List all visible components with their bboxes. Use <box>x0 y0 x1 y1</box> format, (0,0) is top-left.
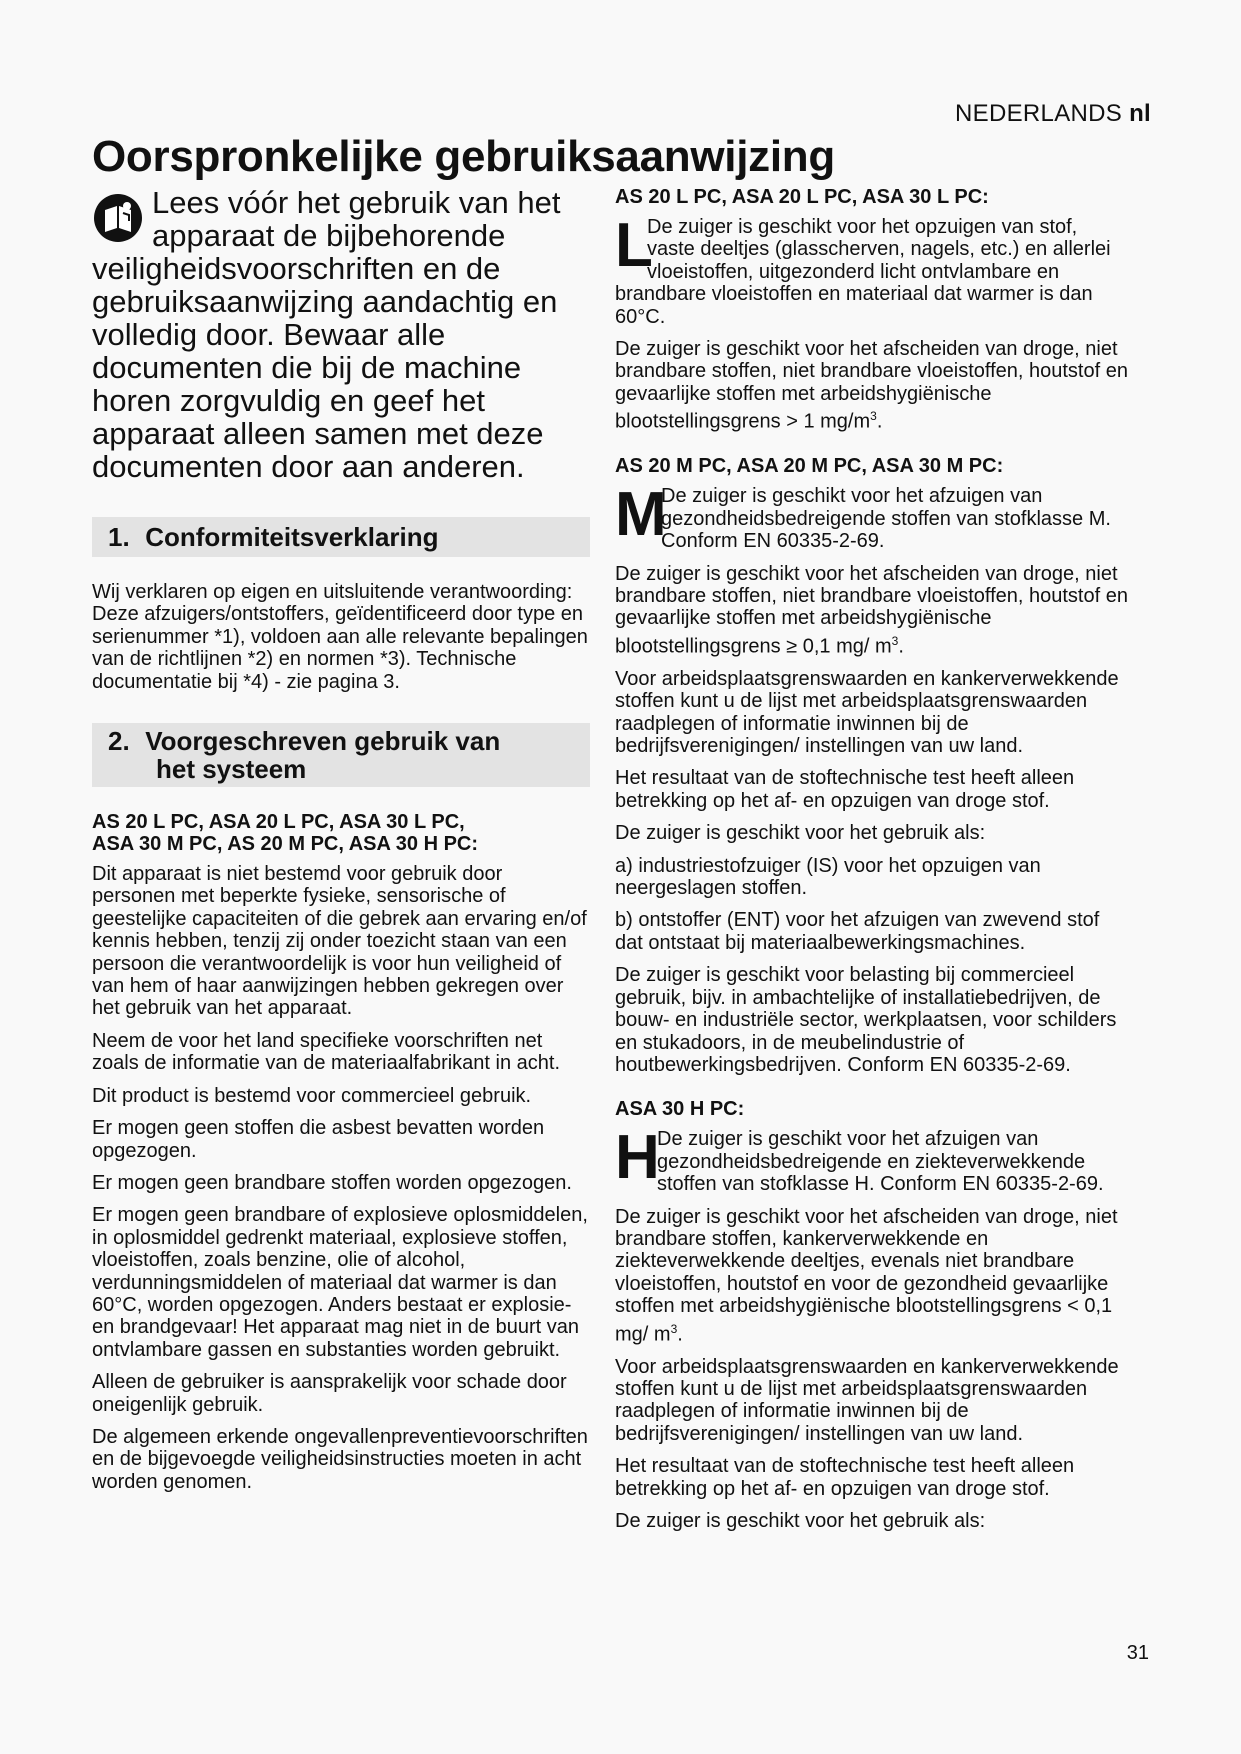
section-1-number: 1. <box>108 522 130 552</box>
section-2-paragraph: Dit apparaat is niet bestemd voor gebruik door personen met beperkte fysieke, sensorische of geestelijke capaciteiten of die gebrek aan ervaring en/of kennis hebben, tenzij zij onder toezicht staan van een persoon die verantwoordelijk is voor hun veiligheid of van hem of haar aanwijzingen hebben gekregen over het gebruik van het apparaat. <box>92 863 587 1020</box>
section-2-title-line1: Voorgeschreven gebruik van <box>145 726 501 757</box>
m-class-para7: b) ontstoffer (ENT) voor het afzuigen van zwevend stof dat ontstaat bij materiaalbewerkingsmachines. <box>615 909 1100 954</box>
h-class-heading: ASA 30 H PC: <box>615 1098 745 1121</box>
m-class-para8: De zuiger is geschikt voor belasting bij commercieel gebruik, bijv. in ambachtelijke of installatiebedrijven, de bouw- en industriële sector, werkplaatsen, voor schilders en stukadoors, in de meubelindustrie of houtbewerkingsbedrijven. Conform EN 60335-2-69. <box>615 964 1117 1076</box>
read-manual-book-icon <box>92 192 144 244</box>
section-2-paragraph: Er mogen geen stoffen die asbest bevatten worden opgezogen. <box>92 1117 545 1162</box>
intro-text: Lees vóór het gebruik van het apparaat de bijbehorende veiligheidsvoorschriften en de gebruiksaanwijzing aandachtig en volledig door. Bewaar alle documenten die bij de machine horen zorgvuldig en geef het apparaat alleen samen met deze documenten door aan anderen. <box>92 185 561 484</box>
h-class-para2 <box>615 1206 1130 1346</box>
right-column <box>615 186 1130 1542</box>
language-name: NEDERLANDS <box>955 100 1123 127</box>
dust-class-m-symbol: M <box>615 485 667 550</box>
left-column <box>92 186 590 1503</box>
m-class-intro <box>615 485 1130 552</box>
section-2-models-line1: AS 20 L PC, ASA 20 L PC, ASA 30 L PC, <box>92 811 465 834</box>
m-class-text: De zuiger is geschikt voor het afzuigen van gezondheidsbedreigende stoffen van stofklasse M. Conform EN 60335-2-69. <box>661 485 1111 553</box>
l-class-text: De zuiger is geschikt voor het opzuigen van stof, vaste deeltjes (glasscherven, nagels, etc.) en allerlei vloeistoffen, uitgezonderd licht ontvlambare en brandbare vloeistoffen en materiaal dat warmer is dan 60°C. <box>615 216 1111 328</box>
section-2-paragraph: De algemeen erkende ongevallenpreventievoorschriften en de bijgevoegde veiligheidsinstructies moeten in acht worden genomen. <box>92 1425 588 1493</box>
m-class-para2 <box>615 563 1130 658</box>
l-class-para2-text: De zuiger is geschikt voor het afscheiden van droge, niet brandbare stoffen, niet brandbare vloeistoffen, houtstof en gevaarlijke stoffen met arbeidshygiënische blootstellingsgrens > 1 mg/m <box>615 338 1128 433</box>
h-class-intro <box>615 1128 1130 1195</box>
m-class-heading: AS 20 M PC, ASA 20 M PC, ASA 30 M PC: <box>615 455 1004 478</box>
superscript: 3 <box>670 1321 678 1336</box>
section-2-models-line2: ASA 30 M PC, AS 20 M PC, ASA 30 H PC: <box>92 833 479 856</box>
l-class-heading: AS 20 L PC, ASA 20 L PC, ASA 30 L PC: <box>615 186 989 208</box>
punct: . <box>677 1323 683 1346</box>
h-class-para2-text: De zuiger is geschikt voor het afscheiden van droge, niet brandbare stoffen, kankerverwekkende en ziekteverwekkende deeltjes, evenals niet brandbare vloeistoffen, houtstof en voor de gezondheid gevaarlijke stoffen met arbeidshygiënische blootstellingsgrens < 0,1 mg/ m <box>615 1205 1118 1346</box>
m-class-para3: Voor arbeidsplaatsgrenswaarden en kankerverwekkende stoffen kunt u de lijst met arbeidsplaatsgrenswaarden raadplegen of informatie inwinnen bij de bedrijfsverenigingen/ instellingen van uw land. <box>615 667 1119 758</box>
section-2-paragraph: Alleen de gebruiker is aansprakelijk voor schade door oneigenlijk gebruik. <box>92 1371 567 1416</box>
m-class-para4: Het resultaat van de stoftechnische test heeft alleen betrekking op het af- en opzuigen van droge stof. <box>615 767 1075 812</box>
section-2-paragraph: Dit product is bestemd voor commercieel gebruik. <box>92 1084 532 1107</box>
language-code: nl <box>1129 100 1151 127</box>
dust-class-l-symbol: L <box>615 216 653 280</box>
section-2-title-line2: het systeem <box>156 754 307 785</box>
h-class-para5: De zuiger is geschikt voor het gebruik als: <box>615 1510 986 1533</box>
superscript: 3 <box>891 633 899 648</box>
section-2-number: 2. <box>108 726 130 757</box>
l-class-intro <box>615 216 1130 328</box>
section-1-body: Wij verklaren op eigen en uitsluitende verantwoording: Deze afzuigers/ontstoffers, geïdentificeerd door type en serienummer *1), voldoen aan alle relevante bepalingen van de richtlijnen *2) en normen *3). Technische documentatie bij *4) - zie pagina 3. <box>92 581 588 693</box>
m-class-para6: a) industriestofzuiger (IS) voor het opzuigen van neergeslagen stoffen. <box>615 854 1041 900</box>
section-2-paragraph: Er mogen geen brandbare stoffen worden opgezogen. <box>92 1171 572 1194</box>
h-class-para3: Voor arbeidsplaatsgrenswaarden en kankerverwekkende stoffen kunt u de lijst met arbeidsplaatsgrenswaarden raadplegen of informatie inwinnen bij de bedrijfsverenigingen/ instellingen van uw land. <box>615 1355 1119 1445</box>
h-class-text: De zuiger is geschikt voor het afzuigen van gezondheidsbedreigende en ziekteverwekkende stoffen van stofklasse H. Conform EN 60335-2-69. <box>657 1128 1104 1196</box>
punct: . <box>898 635 904 658</box>
section-2-models <box>92 811 590 855</box>
page-number: 31 <box>1126 1642 1149 1664</box>
dust-class-h-symbol: H <box>615 1128 660 1193</box>
section-1-title: Conformiteitsverklaring <box>145 522 439 552</box>
intro-notice <box>92 186 590 483</box>
m-class-para2-text: De zuiger is geschikt voor het afscheiden van droge, niet brandbare stoffen, niet brandbare vloeistoffen, houtstof en gevaarlijke stoffen met arbeidshygiënische blootstellingsgrens ≥ 0,1 mg/ m <box>615 562 1128 658</box>
l-class-para2 <box>615 338 1130 433</box>
page-title: Oorspronkelijke gebruiksaanwijzing <box>92 132 835 181</box>
m-class-para5: De zuiger is geschikt voor het gebruik als: <box>615 822 986 845</box>
h-class-para4: Het resultaat van de stoftechnische test heeft alleen betrekking op het af- en opzuigen van droge stof. <box>615 1455 1075 1500</box>
superscript: 3 <box>870 409 877 424</box>
language-header <box>955 100 1151 128</box>
section-2-heading <box>92 723 590 787</box>
section-2-paragraph: Neem de voor het land specifieke voorschriften net zoals de informatie van de materiaalfabrikant in acht. <box>92 1029 561 1075</box>
section-1-heading <box>92 517 590 557</box>
section-2-paragraph: Er mogen geen brandbare of explosieve oplosmiddelen, in oplosmiddel gedrenkt materiaal, explosieve stoffen, vloeistoffen, zoals benzine, olie of alcohol, verdunningsmiddelen of materiaal dat warmer is dan 60°C, worden opgezogen. Anders bestaat er explosie- en brandgevaar! Het apparaat mag niet in de buurt van ontvlambare gassen en substanties worden gebruikt. <box>92 1204 588 1361</box>
punct: . <box>876 410 883 433</box>
